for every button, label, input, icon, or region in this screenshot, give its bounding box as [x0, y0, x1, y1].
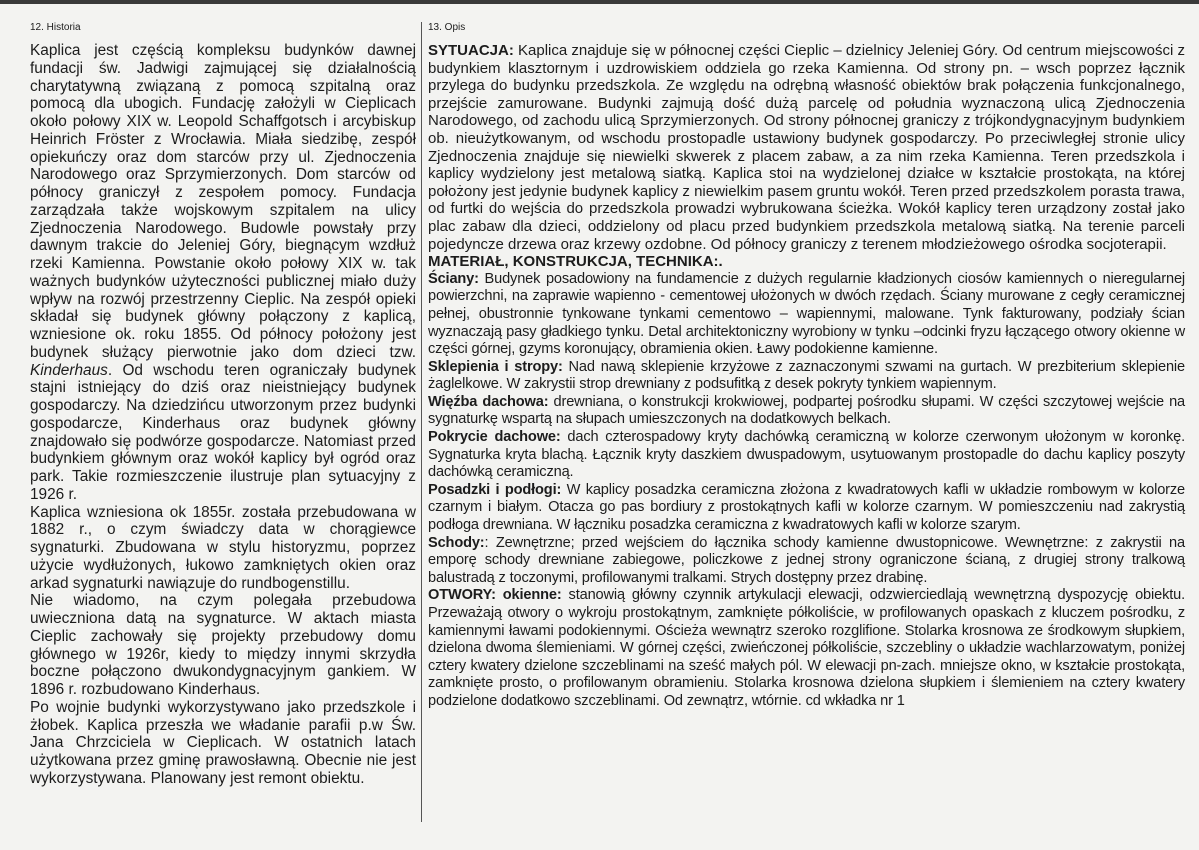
section-label: Więźba dachowa: [428, 393, 549, 410]
section-label: Schody: [428, 534, 485, 551]
section-text: Kaplica znajduje się w północnej części Cieplic – dzielnicy Jeleniej Góry. Od centrum miejscowości z budynkiem klasztornym i uzdrowiskiem oddziela go rzeka Kamienna. Od strony pn. – wsch poprzez łącznik przylega do budynku przedszkola. Ze względu na odrębną własność obiektów brak połączenia funkcjonalnego, przejście zamurowane. Budynki zajmują dość dużą parcelę od południa wyznaczoną ulicą Zjednoczenia Narodowego, od zachodu ulicą Sprzymierzonych. Od strony północnej graniczy z trójkondygnacyjnym budynkiem ob. nieużytkowanym, od wschodu prostopadle ustawiony budynek gospodarczy. Po przeciwległej stronie ulicy Zjednoczenia znajduje się niewielki skwerek z placem zabaw, a za nim rzeka Kamienna. Teren przedszkola i kaplicy wydzielony jest metalową siatką. Kaplica stoi na wydzielonej działce w kształcie prostokąta, na której położony jest jedynie budynek kaplicy z niewielkim pasem gruntu wokół. Teren przed przedszkolem porasta trawa, od furtki do wejścia do przedszkola prowadzi wybrukowana ścieżka. Wokół kaplicy teren urządzony został jako plac zabaw dla dzieci, oddzielony od placu przed budynkiem przedszkola metalową siatką. Na terenie parceli pojedyncze drzewa oraz krzewy ozdobne. Od północy graniczy z terenem młodzieżowego ośrodka socjoterapii. [428, 42, 1185, 253]
opis-header: 13. Opis [428, 22, 466, 33]
historia-paragraph-2: Kaplica wzniesiona ok 1855r. została przebudowana w 1882 r., o czym świadczy data w chorągiewce sygnaturki. Zbudowana w stylu historyzmu, poprzez użycie wydłużonych, łukowo zamkniętych okien oraz arkad sygnaturki nawiązuje do rundbogenstillu. [30, 503, 416, 592]
section-text: : Zewnętrzne; przed wejściem do łącznika schody kamienne dwustopnicowe. Wewnętrzne: z zakrystii na emporę schody drewniane zabiegowe, policzkowe z jednej strony ograniczone ścianą, z drugiej strony tralkową balustradą z toczonymi, profilowanymi tralkami. Strych dostępny przez drabinę. [428, 534, 1185, 586]
section-pokrycie [428, 429, 1185, 482]
section-label: Posadzki i podłogi: [428, 481, 562, 498]
historia-paragraph-1 [30, 42, 416, 504]
section-text: stanowią główny czynnik artykulacji elewacji, odzwierciedlają wewnętrzną dyspozycję obiektu. Przeważają otwory o wykroju prostokątnym, zamknięte półkoliście, w profilowanych opaskach z kluczem pośrodku, z kamiennymi ławami podokiennymi. Ościeża wewnątrz szeroko rozglifione. Stolarka krosnowa ze środkowym słupkiem, dzielona dwoma ślemieniami. W górnej części, zwieńczonej półkoliście, szczebliny o układzie wachlarzowatym, poniżej cztery kwatery dzielone szczeblinami na sześć małych pól. W elewacji pn-zach. mniejsze okno, w kształcie prostokąta, zamknięte prosto, o profilowanym obramieniu. Stolarka krosnowa dzielona słupkiem i ślemieniem na cztery kwatery podzielone dodatkowo szczeblinami. Od zewnątrz, wtórnie. cd wkładka nr 1 [428, 587, 1186, 709]
text: Kaplica jest częścią kompleksu budynków dawnej fundacji św. Jadwigi zajmującej się działalnością charytatywną związaną z pomocą szpitalną oraz pomocą dla ubogich. Fundację założyli w Cieplicach około połowy XIX w. Leopold Schaffgotsch i arcybiskup Heinrich Fröster z Wrocławia. Miała siedzibę, zespół opiekuńczy oraz dom starców przy ul. Zjednoczenia Narodowego oraz Sprzymierzonych. Dom starców od północy graniczył z zespołem pomocy. Fundacja zarządzała także wojskowym szpitalem na ulicy Zjednoczenia Narodowego. Budowle powstały przy dawnym trakcie do Jeleniej Góry, biegnącym wzdłuż rzeki Kamienna. Powstanie około połowy XIX w. tak ważnych budynków użyteczności publicznej miało duży wpływ na rozwój przestrzenny Cieplic. Na zespół opieki składał się budynek główny połączony z kaplicą, wzniesione ok. roku 1855. Od północy położony jest budynek służący pierwotnie jako dom dzieci tzw. [30, 42, 416, 361]
section-sciany [428, 271, 1185, 359]
section-text: W kaplicy posadzka ceramiczna złożona z kwadratowych kafli w układzie rombowym w kolorze czarnym i białym. Otacza go pas bordiury z prostokątnych kafli w kolorze czarnym. W pomieszczeniu nad zakrystią podłoga drewniana. W łączniku posadzka ceramiczna z kwadratowych kafli w kolorze szarym. [428, 481, 1185, 534]
text: . Od wschodu teren ograniczały budynek stajni istniejący do dziś oraz nieistniejący budynek gospodarczy. Na dziedzińcu utworzonym przez budynki gospodarcze, Kinderhaus oraz budynek główny znajdowało się podwórze gospodarcze. Natomiast przed budynkiem głównym oraz wokół kaplicy był ogród oraz park. Takie rozmieszczenie ilustruje plan sytuacyjny z 1926 r. [30, 361, 416, 503]
section-posadzki [428, 482, 1185, 535]
section-label: Sklepienia i stropy: [428, 358, 563, 375]
scan-edge [0, 0, 1199, 4]
section-label: OTWORY: okienne: [428, 587, 562, 604]
section-otwory [428, 587, 1185, 710]
section-label: SYTUACJA: [428, 42, 514, 59]
historia-paragraph-4: Po wojnie budynki wykorzystywano jako przedszkole i żłobek. Kaplica przeszła we władanie parafii p.w Św. Jana Chrzciciela w Cieplicach. W ostatnich latach użytkowana przez gminę prawosławną. Obecnie nie jest wykorzystywana. Planowany jest remont obiektu. [30, 698, 416, 787]
italic-term: Kinderhaus [30, 361, 108, 379]
historia-paragraph-3: Nie wiadomo, na czym polegała przebudowa uwieczniona datą na sygnaturce. W aktach miasta Cieplic zachowały się projekty przebudowy domu głównego w 1926r, kiedy to między innymi skrzydła boczne połączono dwukondygnacyjnym gankiem. W 1896 r. rozbudowano Kinderhaus. [30, 592, 416, 698]
section-sklepienia [428, 359, 1185, 394]
historia-column [30, 22, 416, 788]
section-text: drewniana, o konstrukcji krokwiowej, podpartej pośrodku słupami. W części szczytowej wejście na sygnaturkę wspartą na słupach umieszczonych na dodatkowych belkach. [428, 393, 1185, 428]
section-wiezba [428, 394, 1185, 429]
section-text: dach czterospadowy kryty dachówką ceramiczną w kolorze czerwonym ułożonym w koronkę. Sygnaturka kryta blachą. Łącznik kryty daszkiem dwuspadowym, usytuowanym prostopadle do dachu kaplicy poszyty dachówką ceramiczną. [428, 429, 1185, 481]
section-schody [428, 535, 1185, 588]
historia-header: 12. Historia [30, 22, 81, 33]
column-divider [421, 22, 422, 822]
section-text: Nad nawą sklepienie krzyżowe z zaznaczonymi szwami na gurtach. W prezbiterium sklepienie żaglelkowe. W zakrystii strop drewniany z podsufitką z desek pokryty tynkiem wapiennym. [428, 358, 1185, 393]
opis-column [428, 22, 1185, 711]
section-label: Ściany: [428, 270, 479, 287]
section-material-heading: MATERIAŁ, KONSTRUKCJA, TECHNIKA:. [428, 253, 723, 271]
section-text: Budynek posadowiony na fundamencie z dużych regularnie kładzionych ciosów kamiennych o nieregularnej powierzchni, na zaprawie wapienno - cementowej ułożonych w dwóch rzędach. Ściany murowane z cegły ceramicznej pełnej, obustronnie tynkowane tynkami cementowo – wapiennymi, malowane. Tynk fakturowany, podziały ścian wyznaczają pasy gładkiego tynku. Detal architektoniczny wyrobiony w tynku –odcinki fryzu łączącego otwory okienne w części górnej, gzyms koronujący, obramienia okien. Ławy podokienne kamienne. [428, 270, 1185, 358]
section-sytuacja [428, 42, 1185, 253]
section-label: Pokrycie dachowe: [428, 429, 561, 446]
